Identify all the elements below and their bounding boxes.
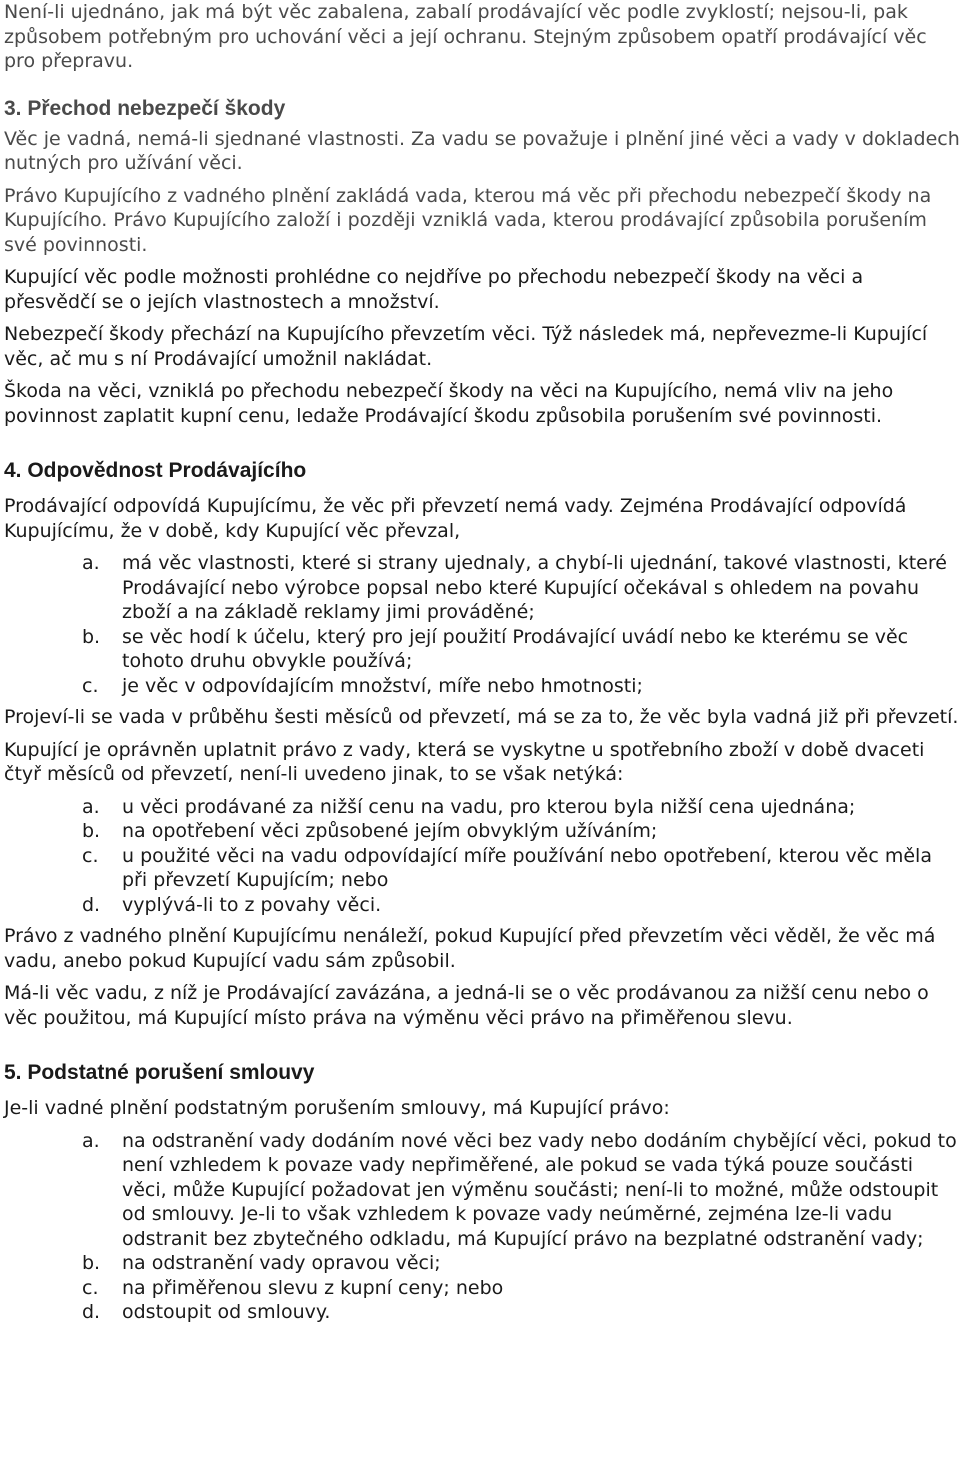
intro-paragraph: Není-li ujednáno, jak má být věc zabalena, zabalí prodávající věc podle zvyklostí; nejsou-li, pak způsobem potřebným pro uchování věci a její ochranu. Stejným způsobem opatří prodávající věc pro přepravu. (4, 1, 927, 72)
list-item-text: u použité věci na vadu odpovídající míře používání nebo opotřebení, kterou věc měla při převzetí Kupujícím; nebo (122, 844, 932, 891)
section-3-paragraph-1: Věc je vadná, nemá-li sjednané vlastnosti. Za vadu se považuje i plnění jiné věci a vady v dokladech nutných pro užívání věci. (4, 127, 960, 174)
section-3-paragraph-5: Škoda na věci, vzniklá po přechodu nebezpečí škody na věci na Kupujícího, nemá vliv na jeho povinnost zaplatit kupní cenu, ledaže Prodávající škodu způsobila porušením své povinnosti. (4, 380, 894, 427)
list-item (4, 1251, 960, 1276)
list-item-text: na odstranění vady opravou věci; (122, 1252, 441, 1274)
section-4-paragraph-3: Kupující je oprávněn uplatnit právo z vady, která se vyskytne u spotřebního zboží v době dvaceti čtyř měsíců od převzetí, není-li uvedeno jinak, to se však netýká: (4, 738, 925, 785)
list-item (4, 844, 960, 893)
section-4-paragraph-1: Prodávající odpovídá Kupujícímu, že věc při převzetí nemá vady. Zejména Prodávající odpovídá Kupujícímu, že v době, kdy Kupující věc převzal, (4, 495, 907, 542)
section-4-paragraph-4: Právo z vadného plnění Kupujícímu nenáleží, pokud Kupující před převzetím věci věděl, že věc má vadu, anebo pokud Kupující vadu sám způsobil. (4, 925, 936, 972)
list-marker: a. (82, 795, 100, 818)
list-item-text: vyplývá-li to z povahy věci. (122, 893, 382, 916)
section-4-list-2 (4, 795, 960, 918)
list-item-text: na odstranění vady dodáním nové věci bez vady nebo dodáním chybějící věci, pokud to není vzhledem k povaze vady nepřiměřené, ale pokud se vada týká pouze součásti věci, může Kupující požadovat jen výměnu součásti; není-li to možné, může odstoupit od smlouvy. Je-li to však vzhledem k povaze vady neúměrné, zejména lze-li vadu odstranit bez zbytečného odkladu, má Kupující právo na bezplatné odstranění vady; (122, 1129, 957, 1250)
list-item (4, 1300, 960, 1325)
list-item-text: na opotřebení věci způsobené jejím obvyklým užíváním; (122, 820, 658, 842)
list-marker: b. (82, 625, 101, 648)
section-4-paragraph-2: Projeví-li se vada v průběhu šesti měsíců od převzetí, má se za to, že věc byla vadná již při převzetí. (4, 706, 959, 728)
list-item (4, 795, 960, 820)
list-marker: c. (82, 1276, 99, 1299)
section-3-heading: 3. Přechod nebezpečí škody (4, 96, 286, 120)
list-item-text: na přiměřenou slevu z kupní ceny; nebo (122, 1276, 504, 1299)
list-marker: b. (82, 820, 101, 842)
list-marker: c. (82, 674, 99, 697)
list-item (4, 893, 960, 918)
list-marker: a. (82, 552, 100, 574)
list-item-text: má věc vlastnosti, které si strany ujednaly, a chybí-li ujednání, takové vlastnosti, které Prodávající nebo výrobce popsal nebo které Kupující očekával s ohledem na povahu zboží a na základě reklamy jimi prováděné; (122, 552, 947, 623)
list-marker: d. (82, 1301, 101, 1323)
list-marker: b. (82, 1252, 101, 1274)
list-marker: a. (82, 1129, 100, 1152)
section-4-paragraph-5: Má-li věc vadu, z níž je Prodávající zavázána, a jedná-li se o věc prodávanou za nižší cenu nebo o věc použitou, má Kupující místo práva na výměnu věci právo na přiměřenou slevu. (4, 982, 929, 1029)
section-5-list (4, 1129, 960, 1325)
section-5-heading: 5. Podstatné porušení smlouvy (4, 1061, 315, 1084)
list-item (4, 674, 960, 699)
list-item (4, 625, 960, 674)
list-item (4, 1276, 960, 1301)
list-item (4, 819, 960, 844)
section-3-paragraph-3: Kupující věc podle možnosti prohlédne co nejdříve po přechodu nebezpečí škody na věci a přesvědčí se o jejích vlastnostech a množství. (4, 266, 864, 313)
list-marker: d. (82, 893, 101, 916)
list-item-text: je věc v odpovídajícím množství, míře nebo hmotnosti; (122, 674, 643, 697)
list-item-text: se věc hodí k účelu, který pro její použití Prodávající uvádí nebo ke kterému se věc tohoto druhu obvykle používá; (122, 625, 909, 672)
section-3-paragraph-2: Právo Kupujícího z vadného plnění zakládá vada, kterou má věc při přechodu nebezpečí škody na Kupujícího. Právo Kupujícího založí i později vzniklá vada, kterou prodávající způsobila porušením své povinnosti. (4, 184, 932, 256)
section-4-heading: 4. Odpovědnost Prodávajícího (4, 459, 307, 482)
list-item (4, 1129, 960, 1252)
list-marker: c. (82, 844, 99, 867)
list-item (4, 551, 960, 625)
section-5-paragraph-1: Je-li vadné plnění podstatným porušením smlouvy, má Kupující právo: (4, 1097, 670, 1119)
list-item-text: u věci prodávané za nižší cenu na vadu, pro kterou byla nižší cena ujednána; (122, 795, 856, 818)
section-4-list-1 (4, 551, 960, 698)
section-3-paragraph-4: Nebezpečí škody přechází na Kupujícího převzetím věci. Týž následek má, nepřevezme-li Kupující věc, ač mu s ní Prodávající umožnil nakládat. (4, 323, 928, 370)
list-item-text: odstoupit od smlouvy. (122, 1301, 331, 1323)
